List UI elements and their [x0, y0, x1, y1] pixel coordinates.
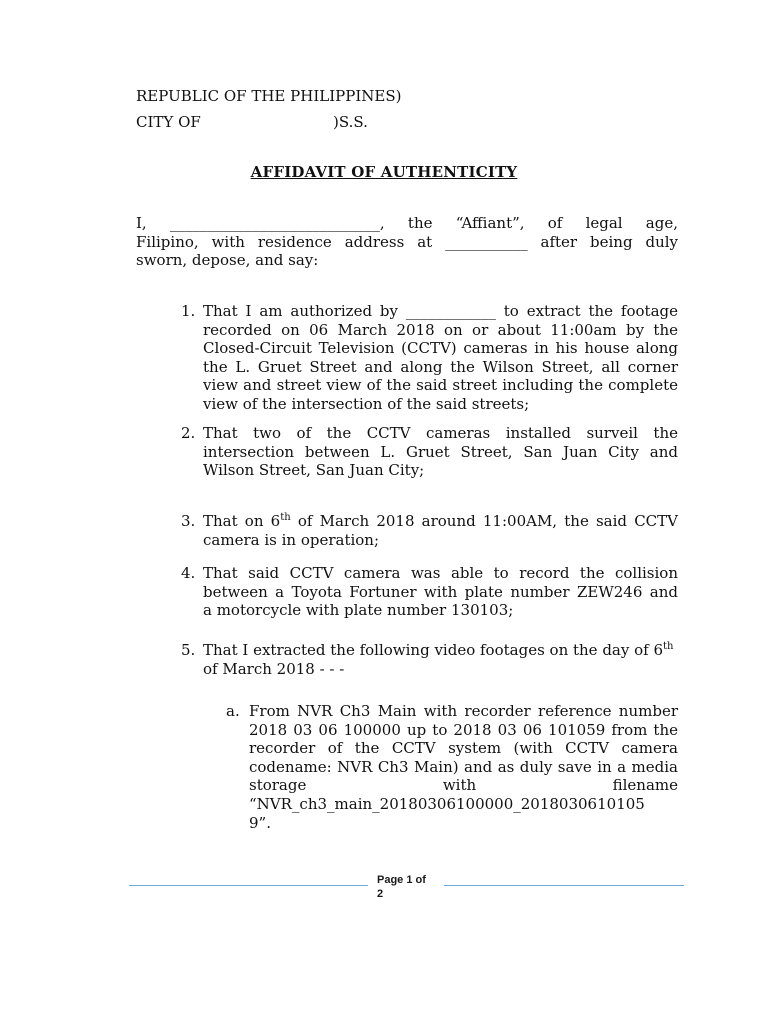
item-number: 2.	[181, 424, 196, 442]
page-label: Page 1 of	[377, 874, 426, 886]
item-line: That said CCTV camera was able to record the collision	[203, 564, 678, 582]
page-total: 2	[377, 888, 384, 900]
item-line: between a Toyota Fortuner with plate number ZEW246 and	[203, 582, 678, 601]
item-5-text	[203, 641, 678, 678]
subitem-line: 9”.	[249, 813, 271, 832]
item-line: Closed-Circuit Television (CCTV) cameras in his house along	[203, 339, 678, 358]
subitem-a-text	[249, 702, 678, 832]
item-line: Wilson Street, San Juan City;	[203, 461, 425, 480]
item-4-text	[203, 564, 678, 620]
document-title: AFFIDAVIT OF AUTHENTICITY	[250, 163, 518, 181]
item-line	[203, 641, 678, 660]
item-3-text	[203, 512, 678, 549]
item-line: view of the intersection of the said streets;	[203, 394, 530, 413]
item-line: That I am authorized by ____________ to extract the footage	[203, 302, 678, 320]
ordinal-suffix: th	[663, 641, 674, 652]
subitem-line: recorder of the CCTV system (with CCTV camera	[249, 739, 678, 758]
page-number	[372, 873, 436, 901]
item-line-start: That on 6	[203, 512, 281, 530]
item-line: camera is in operation;	[203, 530, 380, 549]
header-republic: REPUBLIC OF THE PHILIPPINES)	[136, 87, 402, 105]
footer-rule-right	[444, 885, 684, 886]
subitem-line: storage with filename	[249, 776, 678, 795]
intro-line: sworn, depose, and say:	[136, 251, 319, 270]
item-number: 3.	[181, 512, 196, 530]
header-ss: )S.S.	[333, 113, 368, 131]
subitem-line: 2018 03 06 100000 up to 2018 03 06 101059 from the	[249, 720, 678, 739]
item-line: That two of the CCTV cameras installed surveil the	[203, 424, 678, 442]
item-line: intersection between L. Gruet Street, San Juan City and	[203, 442, 678, 461]
footer-rule-left	[129, 885, 368, 886]
item-number: 5.	[181, 641, 196, 659]
item-line-start: That I extracted the following video footages on the day of 6	[203, 641, 664, 659]
subitem-line: codename: NVR Ch3 Main) and as duly save in a media	[249, 757, 678, 776]
item-line: recorded on 06 March 2018 on or about 11:00am by the	[203, 320, 678, 339]
item-2-text	[203, 424, 678, 480]
subitem-line: From NVR Ch3 Main with recorder reference number	[249, 702, 678, 720]
item-line-rest: of March 2018 around 11:00AM, the said CCTV	[290, 512, 678, 530]
intro-line: I, ____________________________, the “Affiant”, of legal age,	[136, 214, 678, 232]
item-line: the L. Gruet Street and along the Wilson Street, all corner	[203, 357, 678, 376]
item-number: 4.	[181, 564, 196, 582]
intro-line: Filipino, with residence address at ___________ after being duly	[136, 232, 678, 251]
intro-paragraph	[136, 214, 678, 270]
item-1-text	[203, 302, 678, 414]
item-line	[203, 512, 678, 531]
header-city: CITY OF	[136, 113, 201, 131]
item-line: view and street view of the said street including the complete	[203, 376, 678, 395]
subitem-line: “NVR_ch3_main_20180306100000_2018030610105	[249, 794, 645, 813]
item-line: a motorcycle with plate number 130103;	[203, 601, 514, 620]
subitem-letter: a.	[226, 702, 240, 720]
ordinal-suffix: th	[280, 512, 291, 523]
item-line: of March 2018 - - -	[203, 659, 345, 678]
item-number: 1.	[181, 302, 196, 320]
